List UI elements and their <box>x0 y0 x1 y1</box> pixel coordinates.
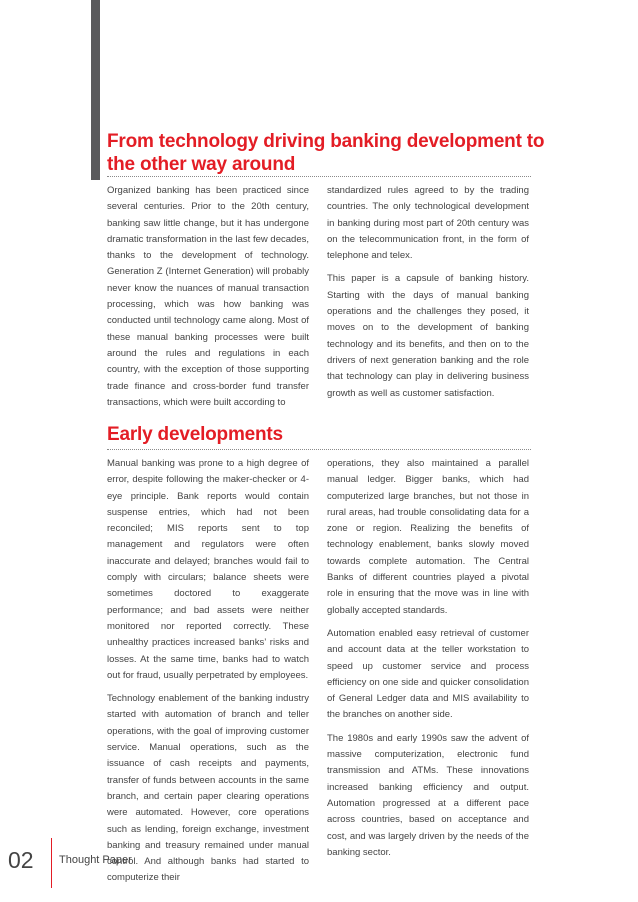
section-title-early-developments: Early developments <box>107 424 283 445</box>
footer-divider <box>51 838 52 888</box>
paragraph: operations, they also maintained a parallel manual ledger. Bigger banks, which had computerized large branches, but not those in rural areas, had trouble consolidating data for a zone or region. Realizing the benefits of technology enablement, banks slowly moved towards complete automation. The Central Banks of different countries played a pivotal role in ensuring that the move was in line with globally accepted standards. <box>327 458 529 616</box>
section-1-right-column <box>327 183 529 409</box>
paragraph: Manual banking was prone to a high degree of error, despite following the maker-checker or 4-eye principle. Bank reports would contain suspense entries, which had not been reconciled; MIS reports sent to top management and regulators were often inaccurate and delayed; branches would fail to comply with circulars; balance sheets were sometimes doctored to exaggerate performance; and bad assets were neither monitored nor reported correctly. These unhealthy practices increased banks’ risks and losses. At the same time, banks had to watch out for fraud, usually perpetrated by employees. <box>107 458 309 681</box>
footer-label: Thought Paper <box>59 854 132 866</box>
section-2-right-column <box>327 456 529 868</box>
paragraph: standardized rules agreed to by the trading countries. The only technological development in banking during most part of 20th century was on the telecommunication front, in the form of telephone and telex. <box>327 185 529 262</box>
dotted-divider <box>107 176 531 177</box>
paragraph: The 1980s and early 1990s saw the advent of massive computerization, electronic fund transmission and ATMs. These innovations increased banking efficiency and output. Automation progressed at a different pace across countries, based on acceptance and cost, and was largely driven by the needs of the banking sector. <box>327 732 529 858</box>
dotted-divider <box>107 449 531 450</box>
section-2-left-column <box>107 456 309 894</box>
paragraph: This paper is a capsule of banking history. Starting with the days of manual banking operations and the challenges they posed, it moves on to the development of banking technology and its benefits, and then on to the drivers of next generation banking and the role that technology can play in delivering business growth as well as customer satisfaction. <box>327 273 529 399</box>
section-title-technology: From technology driving banking development to the other way around <box>107 131 545 175</box>
page-number: 02 <box>8 847 34 873</box>
paragraph: Organized banking has been practiced since several centuries. Prior to the 20th century, banking saw little change, but it has undergone dramatic transformation in the last few decades, thanks to the development of technology. Generation Z (Internet Generation) will probably never know the nuances of manual transaction processing, which was how banking was conducted until technology came along. Most of these manual banking processes were built around the rules and regulations in each country, with the exception of those supporting trade finance and cross-border fund transfer transactions, which were built according to <box>107 185 309 408</box>
decorative-top-bar <box>91 0 100 180</box>
paragraph: Technology enablement of the banking industry started with automation of branch and teller operations, with the goal of improving customer service. Manual operations, such as the issuance of cash receipts and payments, transfer of funds between accounts in the same branch, and certain paper clearing operations were automated. However, core operations such as lending, foreign exchange, investment banking and treasury remained under manual control. And although banks had started to computerize their <box>107 693 309 884</box>
paragraph: Automation enabled easy retrieval of customer and account data at the teller workstation to speed up customer service and process efficiency on one side and quicker consolidation of General Ledger data and MIS availability to the branches on another side. <box>327 627 529 721</box>
section-1-left-column <box>107 183 309 418</box>
